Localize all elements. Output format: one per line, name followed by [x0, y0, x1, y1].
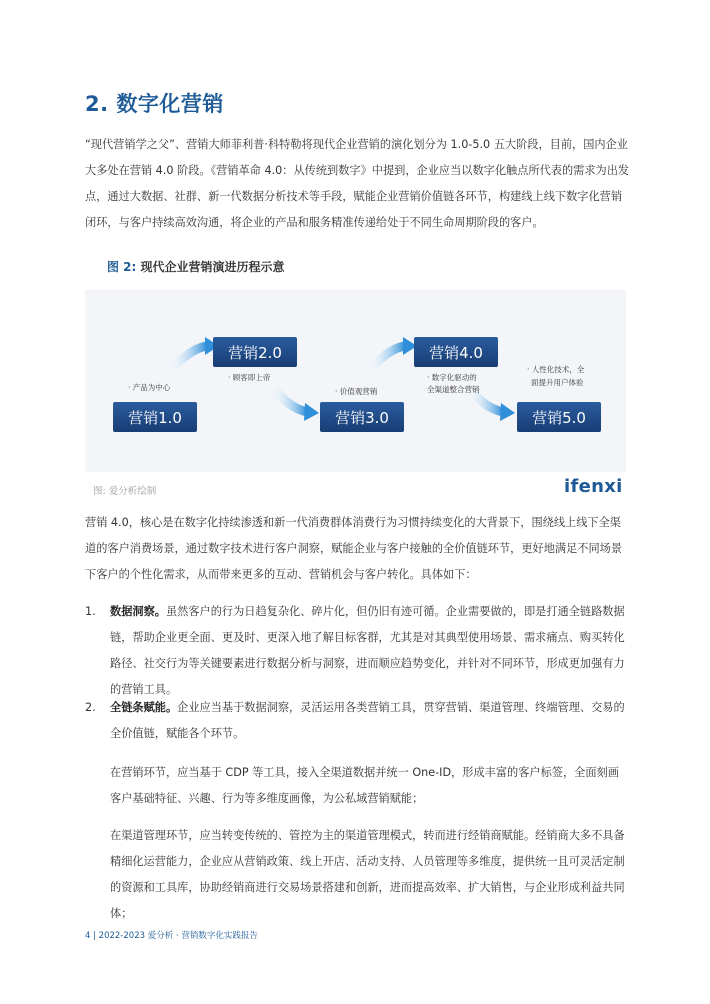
list-number-2: 2.	[85, 701, 96, 714]
stage-box-3	[320, 402, 404, 432]
stage-label-1: 营销1.0	[128, 409, 182, 427]
marketing-evolution-figure	[85, 290, 626, 472]
figure-number: 图 2:	[107, 260, 137, 274]
list-number-1: 1.	[85, 605, 96, 618]
stage-note-3: · 价值观营销	[335, 387, 378, 396]
stage-label-2: 营销2.0	[228, 344, 282, 362]
stage-box-2	[213, 337, 297, 367]
stage-note-1: · 产品为中心	[128, 383, 171, 392]
list-text-1: 虽然客户的行为日趋复杂化、碎片化，但仍旧有迹可循。企业需要做的，即是打通全链路数据链，帮助企业更全面、更及时、更深入地了解目标客群，尤其是对其典型使用场景、需求痛点、购买转化路径、社交行为等关键要素进行数据分析与洞察，进而顺应趋势变化，并针对不同环节，形成更加强有力的营销工具。	[110, 605, 625, 696]
stage-label-3: 营销3.0	[335, 409, 389, 427]
sub-paragraph-marketing: 在营销环节，应当基于 CDP 等工具，接入全渠道数据并统一 One-ID，形成丰富的客户标签，全面刻画客户基础特征、兴趣、行为等多维度画像，为公私域营销赋能；	[110, 766, 619, 805]
arrow-4-to-5	[473, 392, 515, 421]
stage-note-4-line2: 全渠道整合营销	[427, 385, 480, 394]
stage-label-4: 营销4.0	[429, 344, 483, 362]
stage-note-5-line2: 面提升用户体验	[531, 378, 584, 387]
arrow-3-to-4	[374, 337, 417, 365]
stage-box-1	[113, 402, 197, 432]
sub-paragraph-channel: 在渠道管理环节，应当转变传统的、管控为主的渠道管理模式，转而进行经销商赋能。经销商大多不具备精细化运营能力，企业应从营销政策、线上开店、活动支持、人员管理等多维度，提供统一且可灵活定制的资源和工具库，协助经销商进行交易场景搭建和创新，进而提高效率、扩大销售，与企业形成利益共同体；	[110, 829, 625, 920]
figure-caption	[107, 258, 285, 275]
list-body-2	[110, 695, 630, 747]
list-lead-1: 数据洞察。	[110, 605, 166, 618]
intro-paragraph: “现代营销学之父”、营销大师菲利普·科特勒将现代企业营销的演化划分为 1.0-5.0 五大阶段，目前，国内企业大多处在营销 4.0 阶段。《营销革命 4.0：从传统到数字》中提到，企业应当以数字化触点所代表的需求为出发点，通过大数据、社群、新一代数据分析技术等手段，赋能企业营销价值链各环节，构建线上线下数字化营销闭环，与客户持续高效沟通，将企业的产品和服务精准传递给处于不同生命周期阶段的客户。	[85, 138, 630, 229]
figure-title: 现代企业营销演进历程示意	[140, 260, 285, 274]
body-paragraph: 营销 4.0，核心是在数字化持续渗透和新一代消费群体消费行为习惯持续变化的大背景下，围绕线上线下全渠道的客户消费场景，通过数字技术进行客户洞察，赋能企业与客户接触的全价值链环节，更好地满足不同场景下客户的个性化需求，从而带来更多的互动、营销机会与客户转化。具体如下：	[85, 516, 623, 581]
stage-box-4	[414, 337, 498, 367]
evolution-diagram	[85, 290, 626, 472]
stage-note-5-line1: · 人性化技术，全	[527, 365, 585, 374]
section-title: 2. 数字化营销	[85, 92, 224, 116]
stage-note-2: · 顾客即上帝	[228, 373, 271, 382]
list-body-1	[110, 599, 630, 703]
stage-label-5: 营销5.0	[532, 409, 586, 427]
figure-source: 图: 爱分析绘制	[93, 486, 157, 497]
arrow-1-to-2	[175, 337, 219, 365]
stage-box-5	[517, 402, 601, 432]
page-footer: 4 | 2022-2023 爱分析 · 营销数字化实践报告	[85, 931, 258, 941]
arrow-2-to-3	[277, 392, 319, 421]
list-lead-2: 全链条赋能。	[110, 701, 178, 714]
ifenxi-logo: ifenxi	[564, 476, 623, 497]
stage-note-4-line1: · 数字化驱动的	[427, 373, 477, 382]
list-text-2: 企业应当基于数据洞察，灵活运用各类营销工具，贯穿营销、渠道管理、终端管理、交易的全价值链，赋能各个环节。	[110, 701, 625, 740]
